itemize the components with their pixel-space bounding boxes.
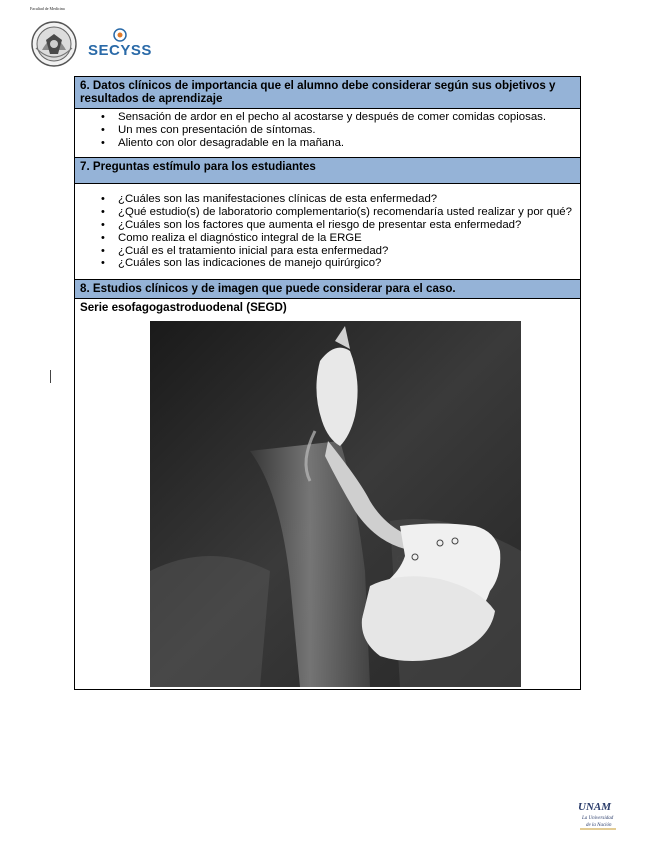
section-8-heading: 8. Estudios clínicos y de imagen que puede considerar para el caso. xyxy=(75,280,581,299)
unam-seal-icon xyxy=(30,20,78,68)
secyss-logo-text: SECYSS xyxy=(88,42,152,59)
unam-signature-logo-icon xyxy=(576,798,620,832)
xray-image xyxy=(150,321,521,687)
secyss-emblem-icon xyxy=(110,28,130,42)
svg-text:de la Nación: de la Nación xyxy=(586,823,612,828)
list-item: • Como realiza el diagnóstico integral de la ERGE xyxy=(80,232,576,245)
xray-graphic xyxy=(150,321,521,687)
list-item: • ¿Qué estudio(s) de laboratorio complementario(s) recomendaría usted realizar y por qué? xyxy=(80,206,576,219)
svg-text:UNAM: UNAM xyxy=(578,801,612,813)
section-6-heading: 6. Datos clínicos de importancia que el alumno debe considerar según sus objetivos y resultados de aprendizaje xyxy=(75,77,581,109)
list-item: • ¿Cuáles son las manifestaciones clínicas de esta enfermedad? xyxy=(80,193,576,206)
list-item: • Aliento con olor desagradable en la mañana. xyxy=(80,137,576,150)
track-change-mark xyxy=(50,370,51,383)
section-7-body xyxy=(75,184,581,280)
page-header xyxy=(28,6,228,66)
list-item: • ¿Cuál es el tratamiento inicial para esta enfermedad? xyxy=(80,245,576,258)
secyss-logo xyxy=(88,28,152,62)
section-7-heading: 7. Preguntas estímulo para los estudiantes xyxy=(75,158,581,184)
list-item: • Un mes con presentación de síntomas. xyxy=(80,124,576,137)
faculty-label: Facultad de Medicina xyxy=(30,6,65,11)
image-title: Serie esofagogastroduodenal (SEGD) xyxy=(80,301,287,315)
list-item: • Sensación de ardor en el pecho al acostarse y después de comer comidas copiosas. xyxy=(80,111,576,124)
list-item: • ¿Cuáles son los factores que aumenta el riesgo de presentar esta enfermedad? xyxy=(80,219,576,232)
section-8-body xyxy=(75,299,581,690)
list-item: • ¿Cuáles son las indicaciones de manejo quirúrgico? xyxy=(80,257,576,270)
case-table xyxy=(74,76,581,690)
svg-text:La Universidad: La Universidad xyxy=(582,816,614,821)
section-6-body xyxy=(75,109,581,158)
